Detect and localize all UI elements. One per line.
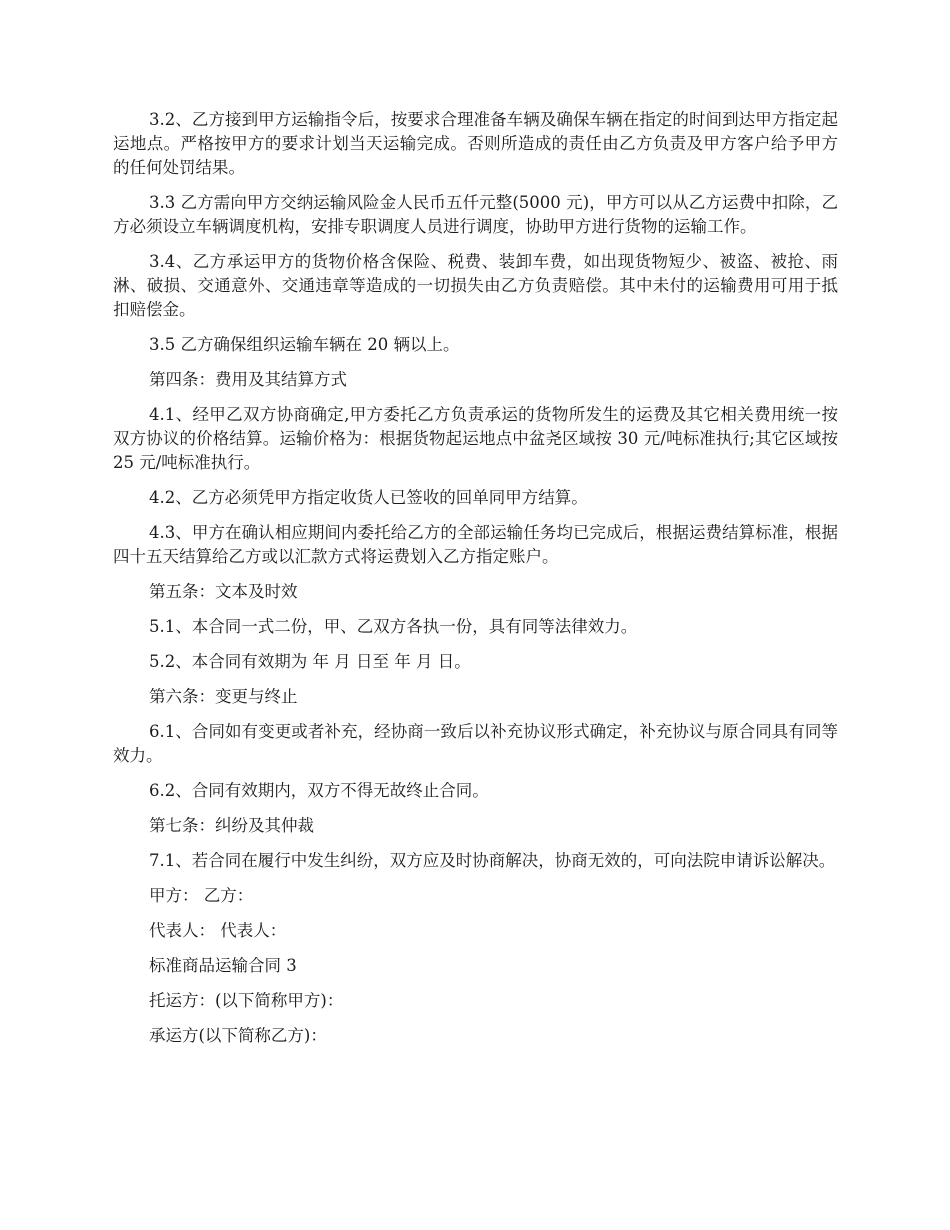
clause-6-1: 6.1、合同如有变更或者补充，经协商一致后以补充协议形式确定，补充协议与原合同具有同等效力。 — [113, 722, 838, 765]
carrier-line: 承运方(以下简称乙方)： — [149, 1026, 327, 1045]
clause-5-1: 5.1、本合同一式二份，甲、乙双方各执一份，具有同等法律效力。 — [149, 617, 638, 636]
section-heading-5: 第五条：文本及时效 — [149, 582, 298, 601]
clause-4-3: 4.3、甲方在确认相应期间内委托给乙方的全部运输任务均已完成后，根据运费结算标准，根据四十五天结算给乙方或以汇款方式将运费划入乙方指定账户。 — [113, 523, 838, 566]
clause-3-3: 3.3 乙方需向甲方交纳运输风险金人民币五仟元整(5000 元)，甲方可以从乙方运费中扣除，乙方必须设立车辆调度机构，安排专职调度人员进行调度，协助甲方进行货物的运输工作。 — [113, 193, 838, 236]
clause-6-2: 6.2、合同有效期内，双方不得无故终止合同。 — [149, 781, 489, 800]
clause-5-2: 5.2、本合同有效期为 年 月 日至 年 月 日。 — [149, 652, 471, 671]
section-heading-6: 第六条：变更与终止 — [149, 687, 298, 706]
clause-7-1: 7.1、若合同在履行中发生纠纷，双方应及时协商解决，协商无效的，可向法院申请诉讼解决。 — [149, 851, 836, 870]
signature-representatives: 代表人： 代表人： — [149, 921, 287, 940]
section-heading-7: 第七条：纠纷及其仲裁 — [149, 816, 314, 835]
clause-4-2: 4.2、乙方必须凭甲方指定收货人已签收的回单同甲方结算。 — [149, 488, 588, 507]
document-body — [113, 108, 838, 1059]
shipper-line: 托运方：(以下简称甲方)： — [149, 991, 344, 1010]
clause-4-1: 4.1、经甲乙双方协商确定,甲方委托乙方负责承运的货物所发生的运费及其它相关费用统一按双方协议的价格结算。运输价格为：根据货物起运地点中盆尧区域按 30 元/吨标准执行;其它区域按 25 元/吨标准执行。 — [113, 405, 838, 472]
clause-3-2: 3.2、乙方接到甲方运输指令后，按要求合理准备车辆及确保车辆在指定的时间到达甲方指定起运地点。严格按甲方的要求计划当天运输完成。否则所造成的责任由乙方负责及甲方客户给予甲方的任何处罚结果。 — [113, 110, 838, 177]
clause-3-4: 3.4、乙方承运甲方的货物价格含保险、税费、装卸车费，如出现货物短少、被盗、被抢、雨淋、破损、交通意外、交通违章等造成的一切损失由乙方负责赔偿。其中未付的运输费用可用于抵扣赔偿金。 — [113, 252, 838, 319]
signature-parties: 甲方： 乙方： — [149, 886, 254, 905]
clause-3-5: 3.5 乙方确保组织运输车辆在 20 辆以上。 — [149, 335, 460, 354]
contract-title: 标准商品运输合同 3 — [149, 956, 297, 975]
section-heading-4: 第四条：费用及其结算方式 — [149, 370, 347, 389]
